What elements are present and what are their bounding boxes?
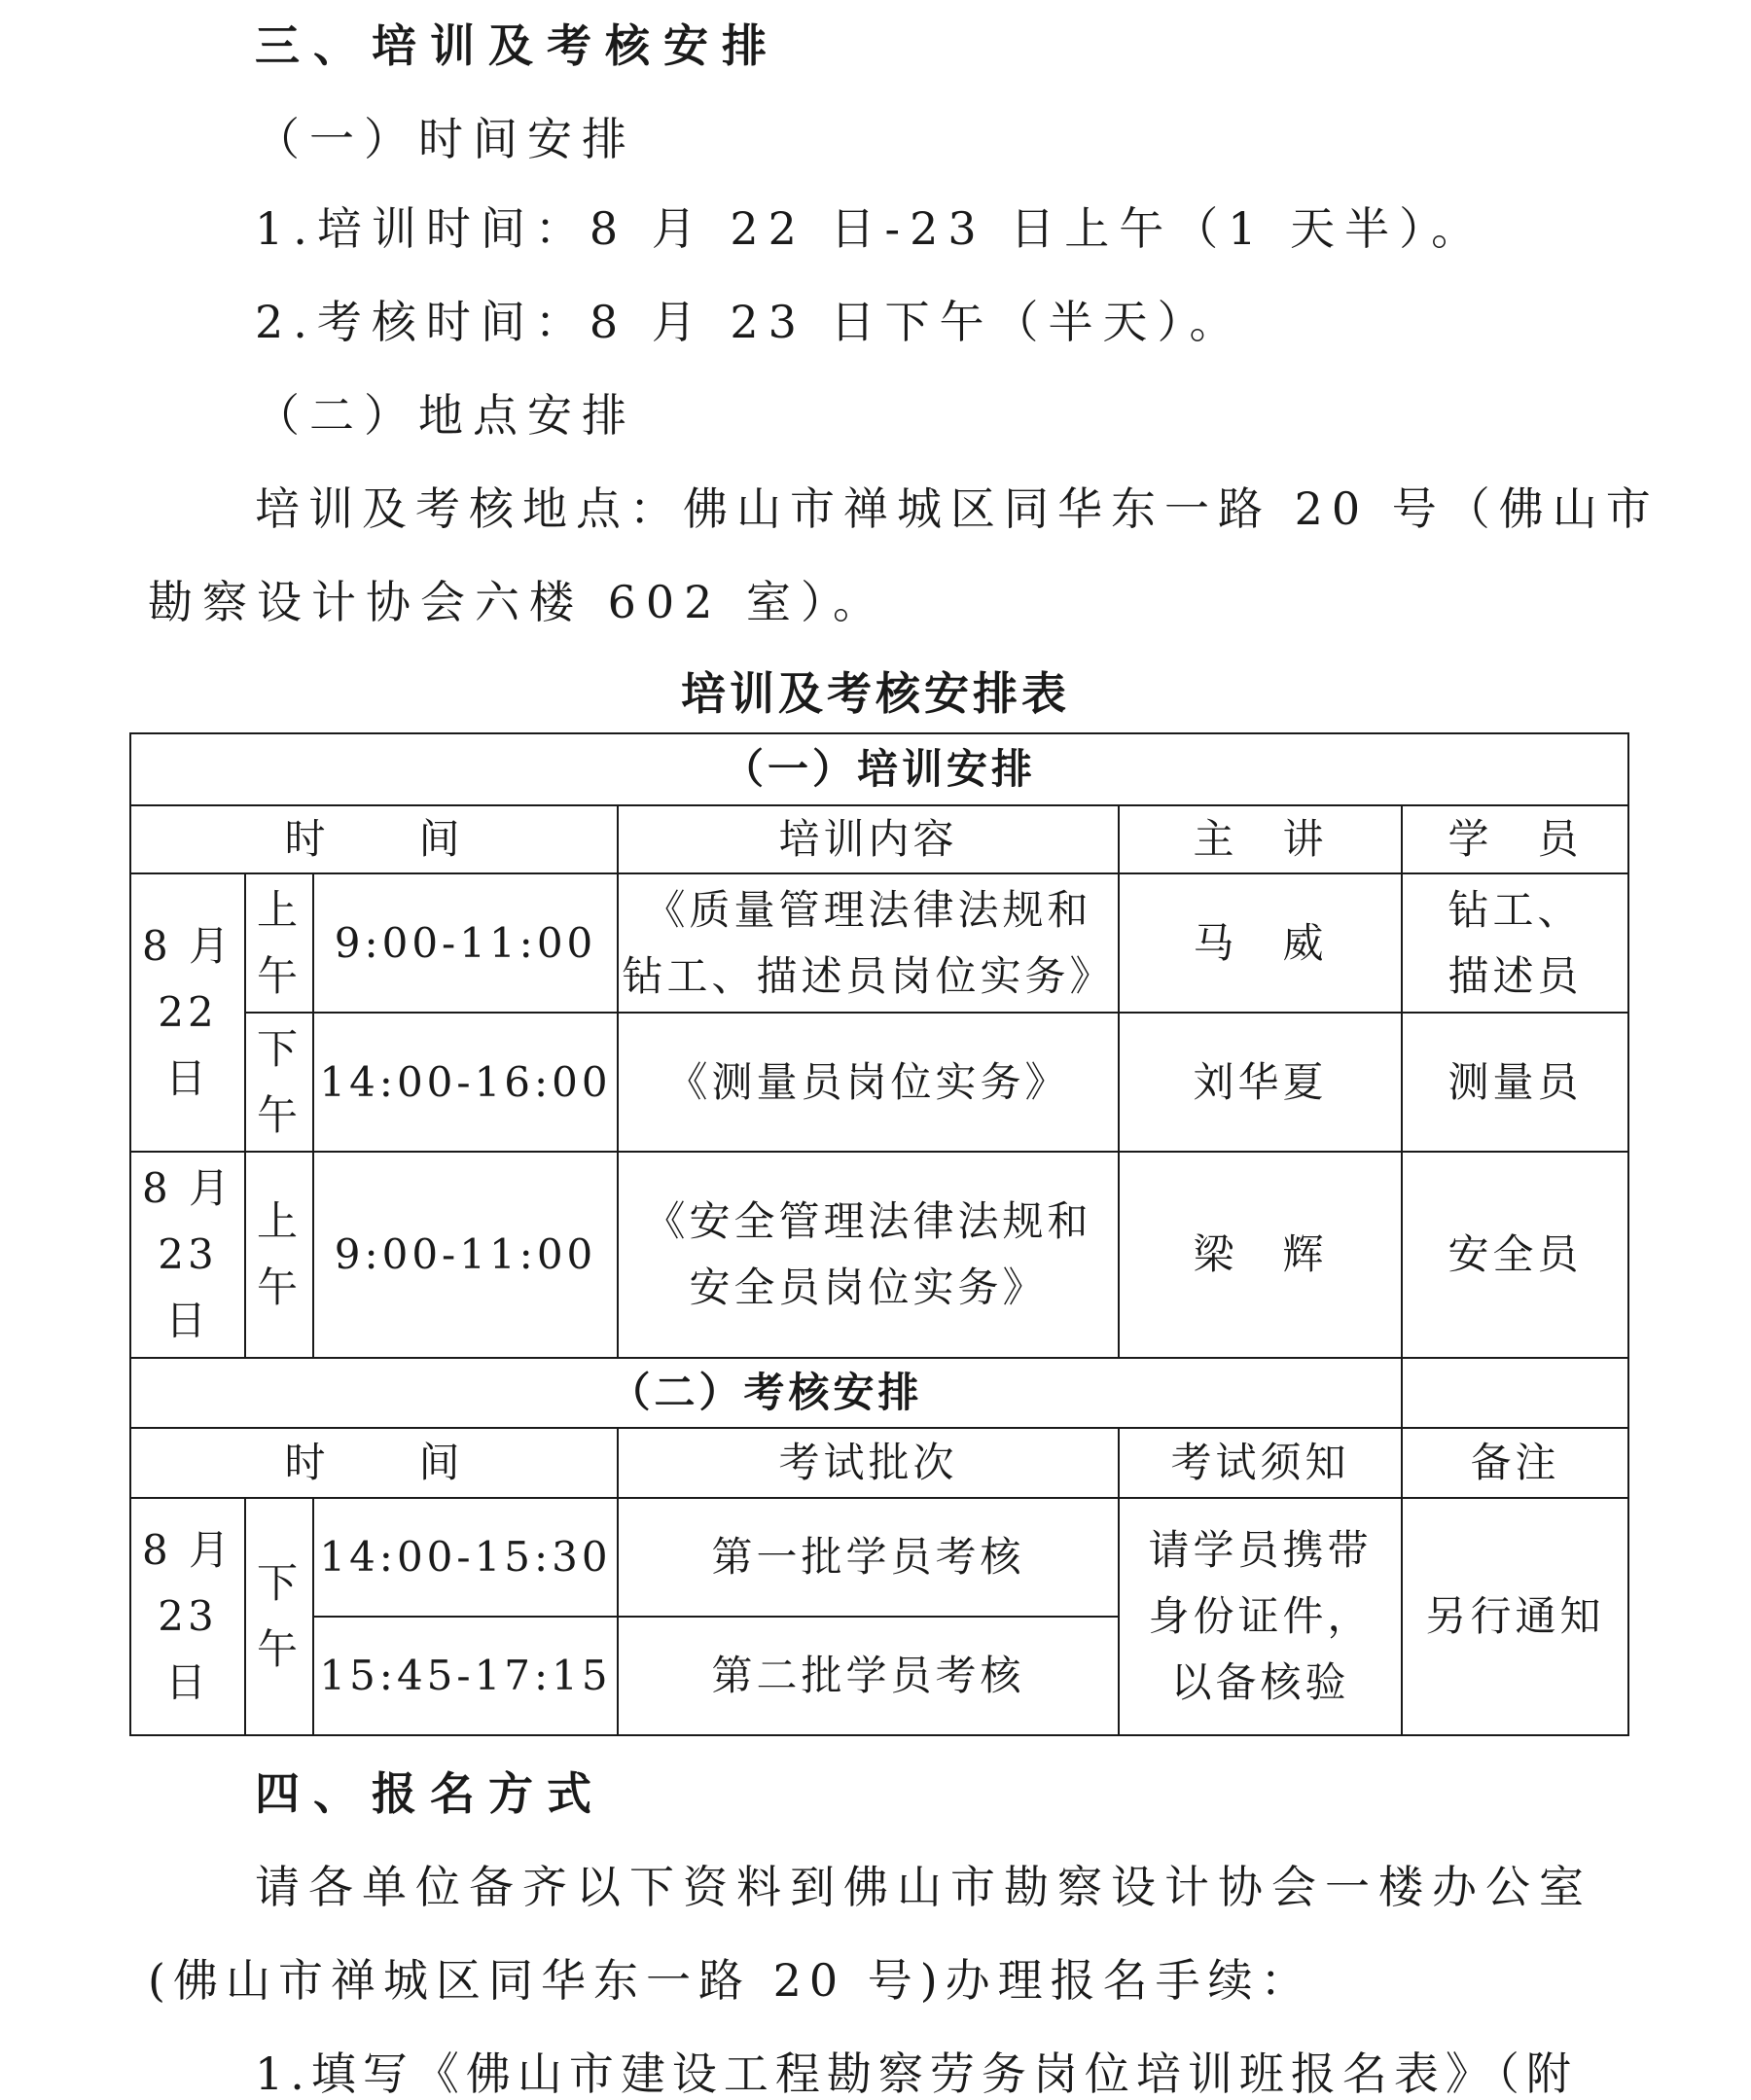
notice-line: 以备核验 bbox=[1170, 1657, 1350, 1706]
training-time-item: 1.培训时间：8 月 22 日-23 日上午（1 天半）。 bbox=[255, 202, 1486, 255]
date-month: 8 月 bbox=[141, 1525, 234, 1574]
date-day: 23 bbox=[158, 1229, 218, 1278]
date-month: 8 月 bbox=[141, 922, 234, 971]
col-time-header: 时 间 bbox=[130, 1428, 618, 1498]
period-char: 下 bbox=[256, 1024, 302, 1073]
col-students-header: 学 员 bbox=[1402, 805, 1628, 873]
exam-date-cell bbox=[130, 1498, 245, 1735]
date-day: 23 bbox=[158, 1591, 218, 1640]
col-remark-header: 备注 bbox=[1402, 1428, 1628, 1498]
content-line: 钻工、描述员岗位实务》 bbox=[622, 951, 1115, 1000]
training-section-header: （一）培训安排 bbox=[130, 733, 1628, 805]
date-cell-aug22 bbox=[130, 873, 245, 1152]
date-suffix: 日 bbox=[164, 1054, 210, 1103]
exam-batch-cell: 第一批学员考核 bbox=[618, 1498, 1119, 1617]
exam-notice-cell bbox=[1119, 1498, 1402, 1735]
time-cell: 9:00-11:00 bbox=[313, 873, 618, 1013]
students-line: 钻工、 bbox=[1447, 885, 1583, 934]
exam-section-header: （二）考核安排 bbox=[130, 1358, 1402, 1428]
exam-time-cell: 15:45-17:15 bbox=[313, 1617, 618, 1735]
col-notice-header: 考试须知 bbox=[1119, 1428, 1402, 1498]
section4-heading: 四、报名方式 bbox=[255, 1767, 605, 1820]
content-line: 《安全管理法律法规和 bbox=[644, 1196, 1092, 1245]
lecturer-cell: 马 威 bbox=[1119, 873, 1402, 1013]
notice-line: 请学员携带 bbox=[1148, 1525, 1373, 1574]
date-cell-aug23 bbox=[130, 1152, 245, 1357]
students-cell: 安全员 bbox=[1402, 1152, 1628, 1357]
students-cell bbox=[1402, 873, 1628, 1013]
period-cell bbox=[245, 1152, 313, 1357]
period-cell bbox=[245, 873, 313, 1013]
col-time-header: 时 间 bbox=[130, 805, 618, 873]
table-title: 培训及考核安排表 bbox=[681, 667, 1070, 720]
col-lecturer-header: 主 讲 bbox=[1119, 805, 1402, 873]
period-char: 上 bbox=[256, 885, 302, 934]
period-char: 午 bbox=[256, 1624, 302, 1673]
registration-item-1: 1.填写《佛山市建设工程勘察劳务岗位培训班报名表》（附 bbox=[255, 2047, 1578, 2100]
students-cell: 测量员 bbox=[1402, 1013, 1628, 1152]
schedule-table bbox=[129, 732, 1629, 1736]
notice-line: 身份证件， bbox=[1148, 1591, 1373, 1640]
period-char: 午 bbox=[256, 1264, 302, 1311]
period-cell bbox=[245, 1013, 313, 1152]
exam-batch-cell: 第二批学员考核 bbox=[618, 1617, 1119, 1735]
subheading-location: （二）地点安排 bbox=[255, 389, 636, 442]
subheading-time: （一）时间安排 bbox=[255, 113, 636, 165]
period-char: 午 bbox=[256, 1090, 302, 1139]
exam-remark-cell: 另行通知 bbox=[1402, 1498, 1628, 1735]
section3-heading: 三、培训及考核安排 bbox=[255, 19, 780, 72]
time-cell: 9:00-11:00 bbox=[313, 1152, 618, 1357]
content-cell: 《测量员岗位实务》 bbox=[618, 1013, 1119, 1152]
content-cell bbox=[618, 873, 1119, 1013]
time-cell: 14:00-16:00 bbox=[313, 1013, 618, 1152]
period-char: 上 bbox=[256, 1196, 302, 1245]
date-suffix: 日 bbox=[164, 1657, 210, 1706]
location-line-2: 勘察设计协会六楼 602 室）。 bbox=[148, 576, 888, 628]
exam-time-item: 2.考核时间：8 月 23 日下午（半天）。 bbox=[255, 296, 1244, 348]
exam-period-cell bbox=[245, 1498, 313, 1735]
content-cell bbox=[618, 1152, 1119, 1357]
exam-time-cell: 14:00-15:30 bbox=[313, 1498, 618, 1617]
students-line: 描述员 bbox=[1447, 951, 1583, 1000]
content-line: 安全员岗位实务》 bbox=[689, 1264, 1048, 1311]
col-batch-header: 考试批次 bbox=[618, 1428, 1119, 1498]
lecturer-cell: 刘华夏 bbox=[1119, 1013, 1402, 1152]
date-suffix: 日 bbox=[164, 1297, 210, 1345]
content-line: 《质量管理法律法规和 bbox=[644, 885, 1092, 934]
lecturer-cell: 梁 辉 bbox=[1119, 1152, 1402, 1357]
period-char: 下 bbox=[256, 1558, 302, 1607]
period-char: 午 bbox=[256, 951, 302, 1000]
date-day: 22 bbox=[158, 988, 218, 1037]
registration-para-line-2: (佛山市禅城区同华东一路 20 号)办理报名手续： bbox=[148, 1954, 1313, 2007]
location-line-1: 培训及考核地点：佛山市禅城区同华东一路 20 号（佛山市 bbox=[255, 482, 1660, 535]
date-month: 8 月 bbox=[141, 1163, 234, 1212]
col-content-header: 培训内容 bbox=[618, 805, 1119, 873]
empty-cell bbox=[1402, 1358, 1628, 1428]
registration-para-line-1: 请各单位备齐以下资料到佛山市勘察设计协会一楼办公室 bbox=[255, 1861, 1592, 1913]
